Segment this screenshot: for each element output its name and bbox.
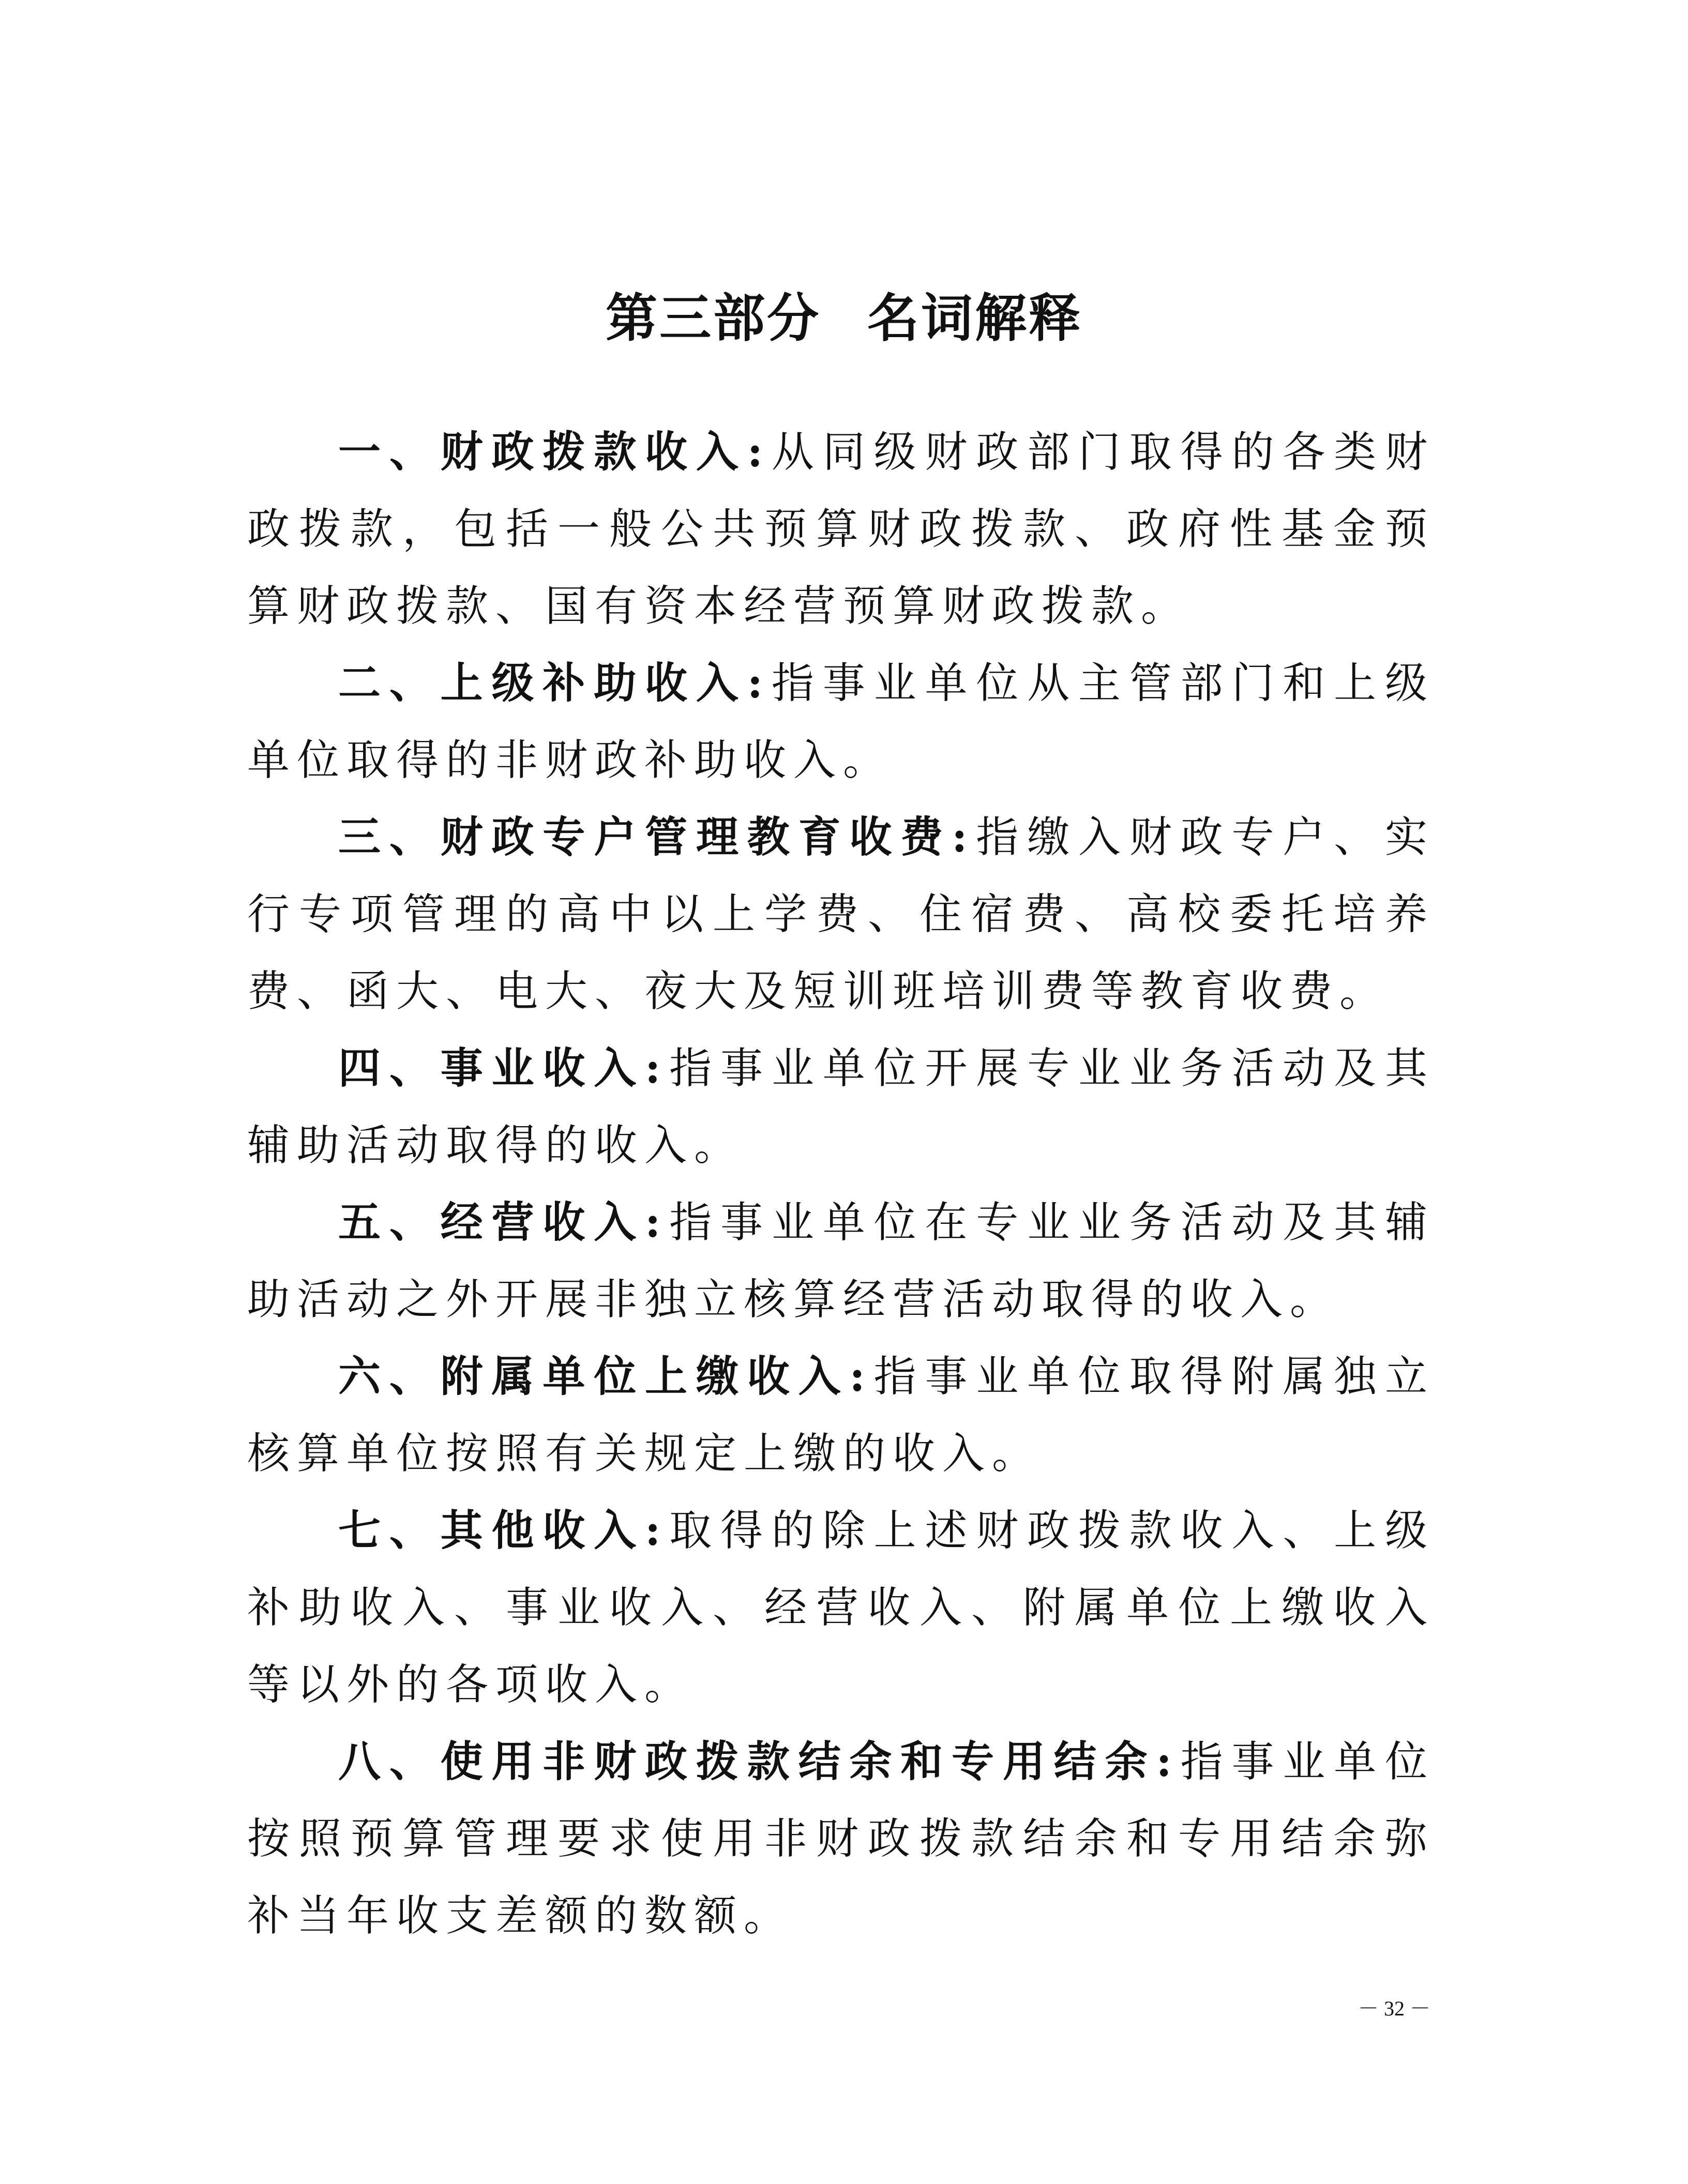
page-title xyxy=(0,282,1688,354)
term-name: 七、其他收入: xyxy=(338,1506,668,1555)
term-definition: 取得的除上述财政拨款收入、上级补助收入、事业收入、经营收入、附属单位上缴收入等以外的各项收入。 xyxy=(247,1506,1435,1709)
term-paragraph xyxy=(247,1338,1435,1492)
term-name: 一、财政拨款收入: xyxy=(338,427,771,477)
term-definition: 从同级财政部门取得的各类财政拨款，包括一般公共预算财政拨款、政府性基金预算财政拨款、国有资本经营预算财政拨款。 xyxy=(247,428,1435,631)
term-paragraph xyxy=(247,1030,1435,1184)
term-name: 三、财政专户管理教育收费: xyxy=(338,812,975,862)
term-definition: 指事业单位开展专业业务活动及其辅助活动取得的收入。 xyxy=(247,1044,1435,1170)
term-name: 六、附属单位上缴收入: xyxy=(338,1352,872,1401)
term-definition: 指事业单位在专业业务活动及其辅助活动之外开展非独立核算经营活动取得的收入。 xyxy=(247,1198,1435,1324)
term-definition: 指事业单位取得附属独立核算单位按照有关规定上缴的收入。 xyxy=(247,1352,1435,1478)
page-number: － 32 － xyxy=(1358,1997,1430,2020)
term-name: 五、经营收入: xyxy=(338,1197,668,1247)
term-name: 四、事业收入: xyxy=(338,1043,668,1093)
term-paragraph xyxy=(247,799,1435,1030)
term-definition: 指事业单位从主管部门和上级单位取得的非财政补助收入。 xyxy=(247,659,1435,785)
glossary-body xyxy=(247,414,1435,1954)
term-name: 二、上级补助收入: xyxy=(338,658,771,708)
term-paragraph xyxy=(247,645,1435,799)
term-paragraph xyxy=(247,1492,1435,1723)
title-part: 第三部分 xyxy=(606,287,821,348)
term-paragraph xyxy=(247,1184,1435,1338)
term-name: 八、使用非财政拨款结余和专用结余: xyxy=(338,1737,1179,1786)
term-definition: 指事业单位按照预算管理要求使用非财政拨款结余和专用结余弥补当年收支差额的数额。 xyxy=(247,1737,1435,1940)
term-paragraph xyxy=(247,1723,1435,1954)
title-main: 名词解释 xyxy=(867,287,1082,348)
term-definition: 指缴入财政专户、实行专项管理的高中以上学费、住宿费、高校委托培养费、函大、电大、夜大及短训班培训费等教育收费。 xyxy=(247,813,1435,1016)
term-paragraph xyxy=(247,414,1435,645)
